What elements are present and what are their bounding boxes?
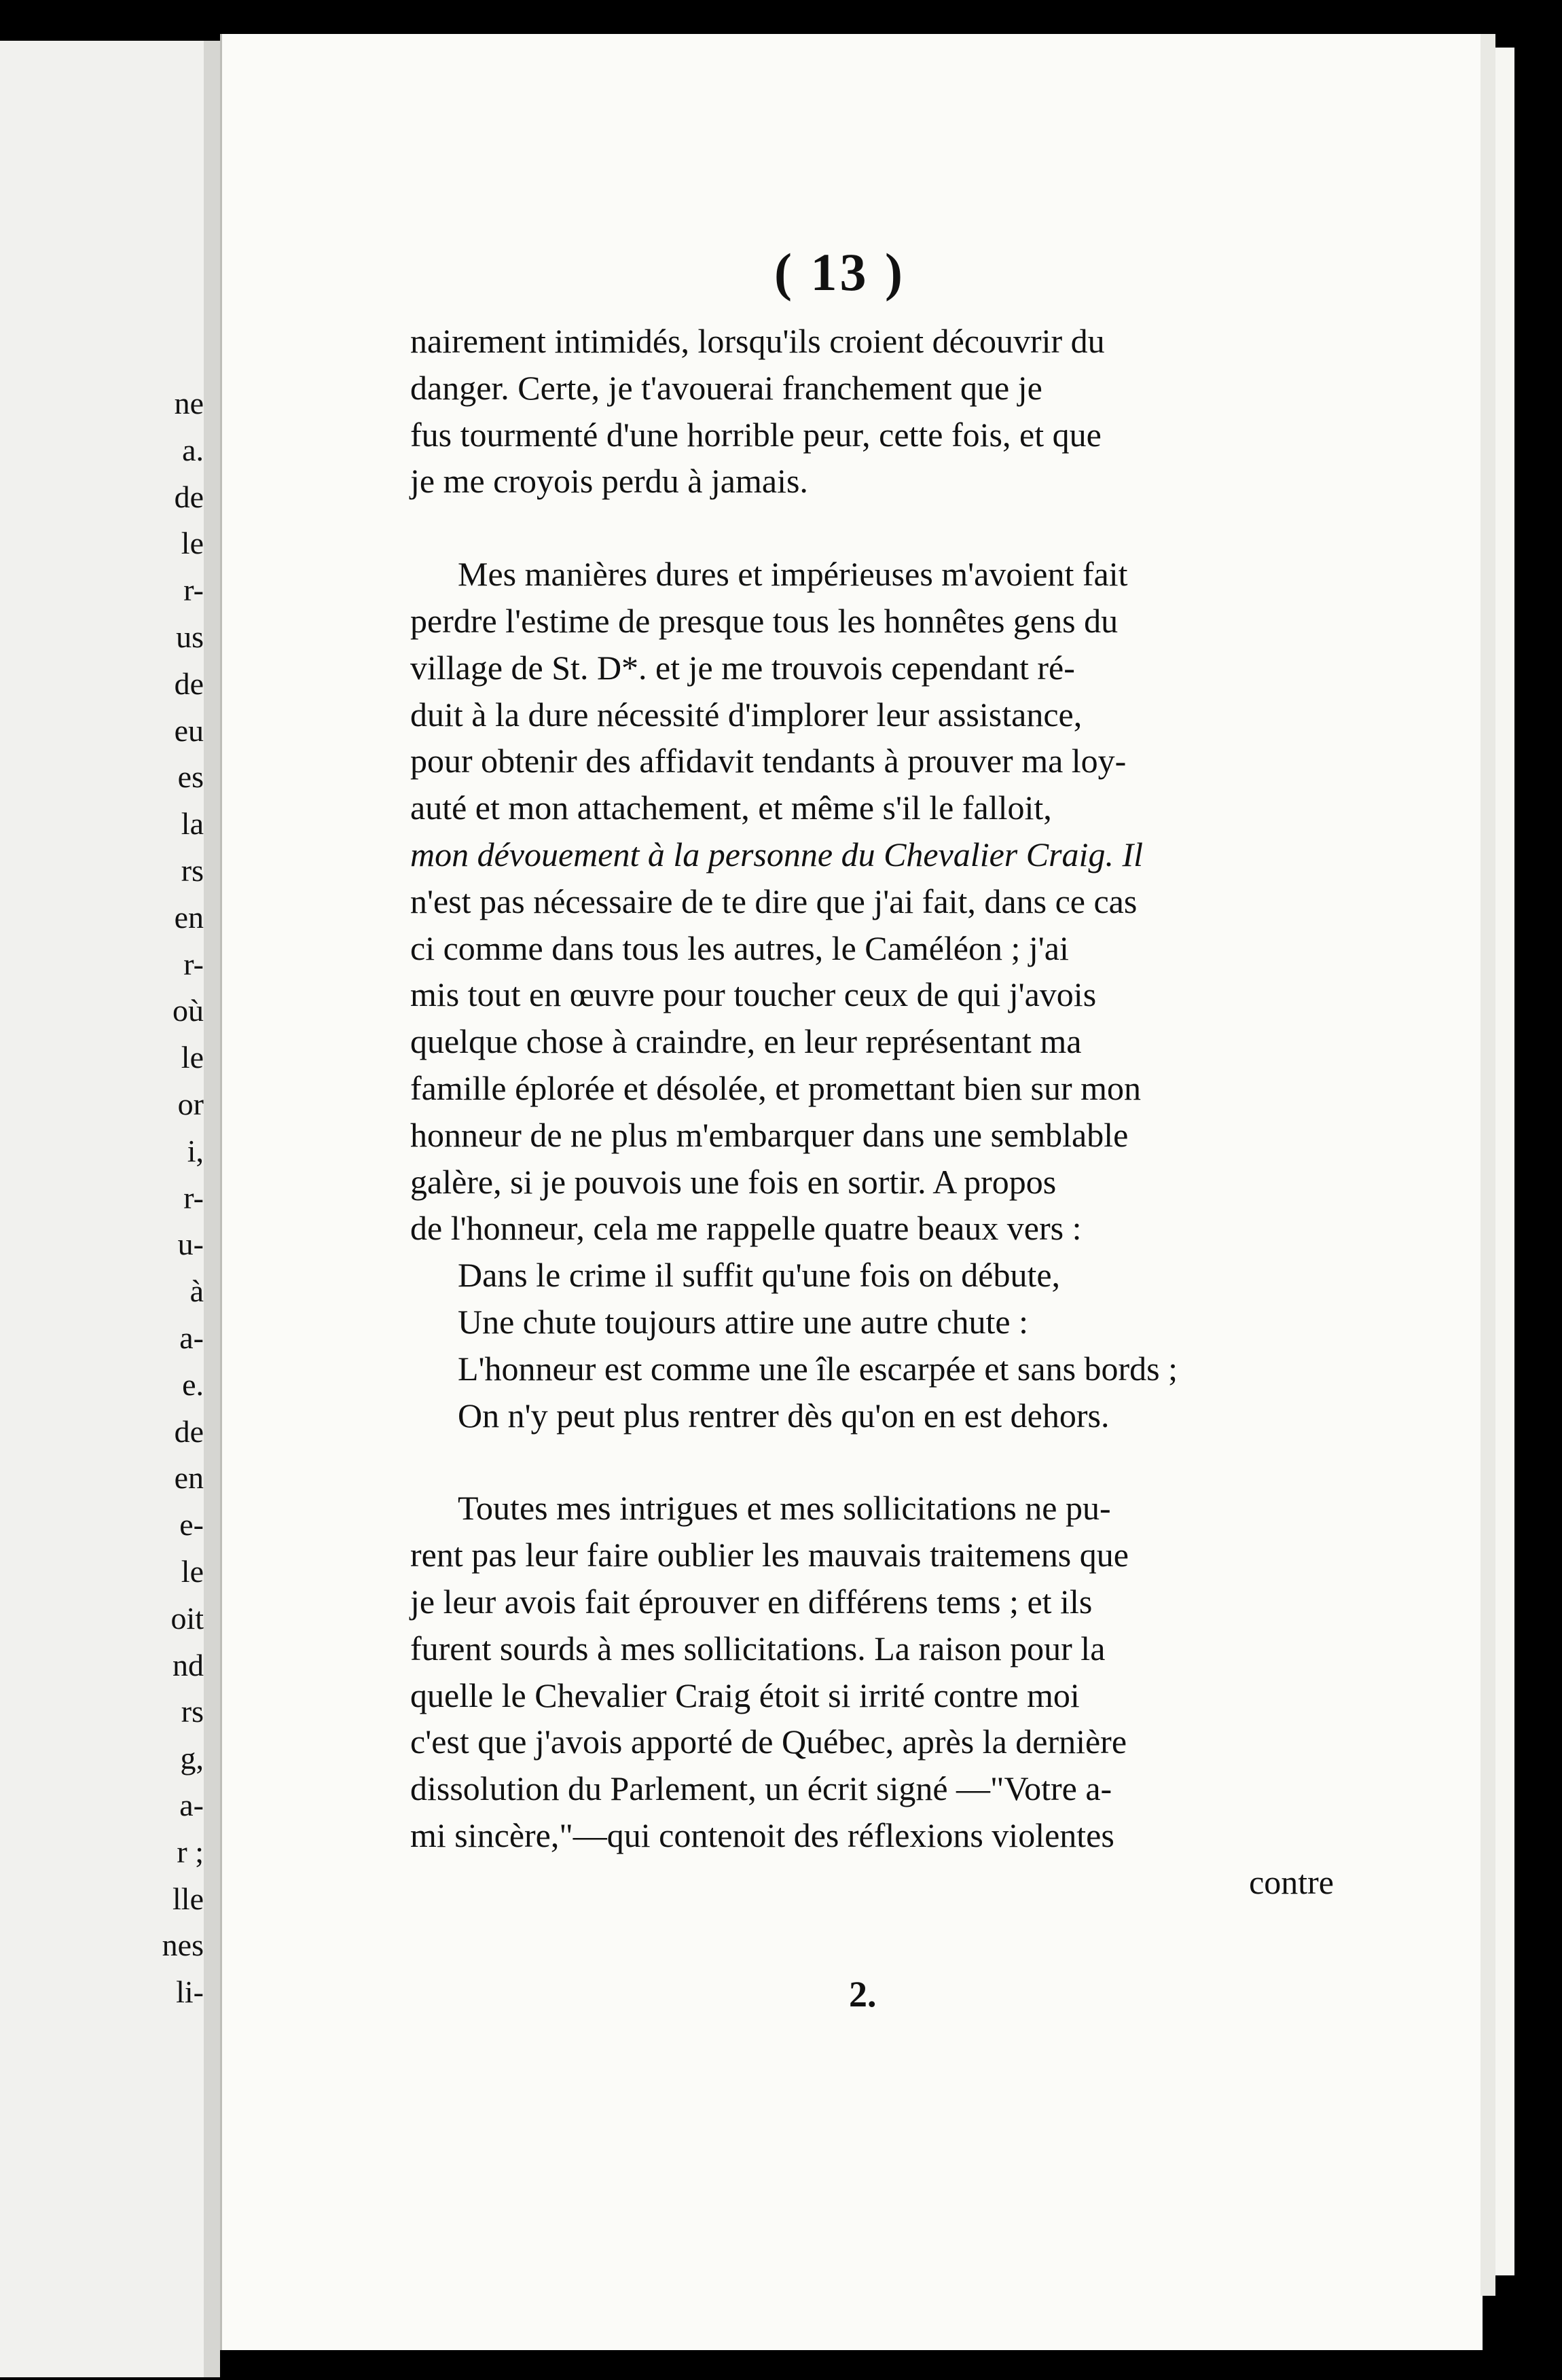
left-margin-fragment: eu xyxy=(174,713,204,748)
text-line: duit à la dure nécessité d'implorer leur assistance, xyxy=(410,695,1083,734)
left-margin-fragment: en xyxy=(174,1460,204,1496)
left-margin-fragment: oit xyxy=(170,1600,204,1636)
left-margin-fragment: e- xyxy=(179,1507,204,1543)
left-margin-fragment: es xyxy=(177,759,204,795)
left-margin-fragment: de xyxy=(174,666,204,701)
text-line: de l'honneur, cela me rappelle quatre beaux vers : xyxy=(410,1209,1082,1248)
text-line: rent pas leur faire oublier les mauvais traitemens que xyxy=(410,1536,1129,1574)
text-line: quelle le Chevalier Craig étoit si irrité contre moi xyxy=(410,1676,1080,1714)
left-margin-fragment: or xyxy=(177,1086,204,1121)
text-line: mon dévouement à la personne du Chevalier Craig. Il xyxy=(410,835,1143,873)
left-margin-fragment: r- xyxy=(183,1180,204,1215)
text-line: Mes manières dures et impérieuses m'avoient fait xyxy=(458,555,1128,594)
left-margin-fragment: où xyxy=(172,993,204,1028)
text-line: mis tout en œuvre pour toucher ceux de qui j'avois xyxy=(410,975,1097,1014)
verse-line: Dans le crime il suffit qu'une fois on débute, xyxy=(458,1256,1061,1295)
left-margin-fragment: de xyxy=(174,479,204,514)
left-page-margin-text xyxy=(122,380,204,2016)
left-margin-fragment: r ; xyxy=(177,1834,204,1869)
text-line: famille éplorée et désolée, et promettant bien sur mon xyxy=(410,1068,1142,1107)
left-page xyxy=(0,41,204,2377)
text-line: je leur avois fait éprouver en différens tems ; et ils xyxy=(410,1582,1093,1621)
text-line: quelque chose à craindre, en leur représentant ma xyxy=(410,1022,1082,1061)
text-line: n'est pas nécessaire de te dire que j'ai fait, dans ce cas xyxy=(410,882,1138,920)
left-margin-fragment: a- xyxy=(179,1787,204,1822)
left-margin-fragment: à xyxy=(189,1274,204,1309)
left-margin-fragment: le xyxy=(181,1553,204,1589)
left-margin-fragment: lle xyxy=(172,1881,204,1916)
left-margin-fragment: li- xyxy=(176,1975,204,2010)
gutter xyxy=(204,41,220,2377)
text-line: dissolution du Parlement, un écrit signé —"Votre a- xyxy=(410,1769,1112,1808)
text-line: c'est que j'avois apporté de Québec, après la dernière xyxy=(410,1723,1127,1761)
left-margin-fragment: a- xyxy=(179,1320,204,1355)
left-margin-fragment: r- xyxy=(183,573,204,608)
text-line: galère, si je pouvois une fois en sortir. A propos xyxy=(410,1162,1057,1201)
left-margin-fragment: de xyxy=(174,1413,204,1449)
text-line: danger. Certe, je t'avouerai franchement que je xyxy=(410,368,1042,407)
left-margin-fragment: us xyxy=(176,619,204,654)
left-margin-fragment: i, xyxy=(187,1133,204,1168)
verse-line: L'honneur est comme une île escarpée et sans bords ; xyxy=(458,1349,1178,1388)
left-margin-fragment: la xyxy=(181,806,204,842)
text-line: pour obtenir des affidavit tendants à prouver ma loy- xyxy=(410,742,1127,780)
page-edge xyxy=(1481,34,1495,2296)
text-line: village de St. D*. et je me trouvois cependant ré- xyxy=(410,648,1075,687)
text-line: furent sourds à mes sollicitations. La raison pour la xyxy=(410,1629,1106,1667)
left-margin-fragment: ne xyxy=(174,386,204,420)
page-edge-outer xyxy=(1495,48,1514,2275)
text-line: fus tourmenté d'une horrible peur, cette fois, et que xyxy=(410,415,1102,454)
body-text xyxy=(410,318,1334,1906)
text-line: perdre l'estime de presque tous les honnêtes gens du xyxy=(410,601,1119,640)
left-margin-fragment: nd xyxy=(172,1647,204,1682)
page-number: ( 13 ) xyxy=(774,242,905,302)
verse-line: On n'y peut plus rentrer dès qu'on en est dehors. xyxy=(458,1396,1110,1435)
left-margin-fragment: le xyxy=(181,1040,204,1075)
text-line: mi sincère,"—qui contenoit des réflexions violentes xyxy=(410,1816,1114,1854)
left-margin-fragment: e. xyxy=(182,1367,204,1402)
left-margin-fragment: u- xyxy=(177,1227,204,1262)
left-margin-fragment: g, xyxy=(180,1741,204,1776)
left-margin-fragment: rs xyxy=(181,852,204,888)
left-margin-fragment: en xyxy=(174,899,204,935)
verse-line: Une chute toujours attire une autre chute : xyxy=(458,1302,1028,1341)
left-margin-fragment: rs xyxy=(181,1694,204,1729)
left-margin-fragment: r- xyxy=(183,946,204,981)
signature-mark: 2. xyxy=(849,1974,877,2015)
catchword: contre xyxy=(1249,1862,1334,1901)
text-line: je me croyois perdu à jamais. xyxy=(410,462,808,501)
text-line: ci comme dans tous les autres, le Caméléon ; j'ai xyxy=(410,928,1069,967)
text-line: Toutes mes intrigues et mes sollicitations ne pu- xyxy=(458,1489,1111,1528)
text-line: auté et mon attachement, et même s'il le falloit, xyxy=(410,789,1052,827)
left-margin-fragment: a. xyxy=(182,432,204,467)
left-margin-fragment: le xyxy=(181,526,204,561)
text-line: nairement intimidés, lorsqu'ils croient découvrir du xyxy=(410,322,1105,360)
text-line: honneur de ne plus m'embarquer dans une semblable xyxy=(410,1115,1129,1154)
left-margin-fragment: nes xyxy=(162,1928,204,1963)
